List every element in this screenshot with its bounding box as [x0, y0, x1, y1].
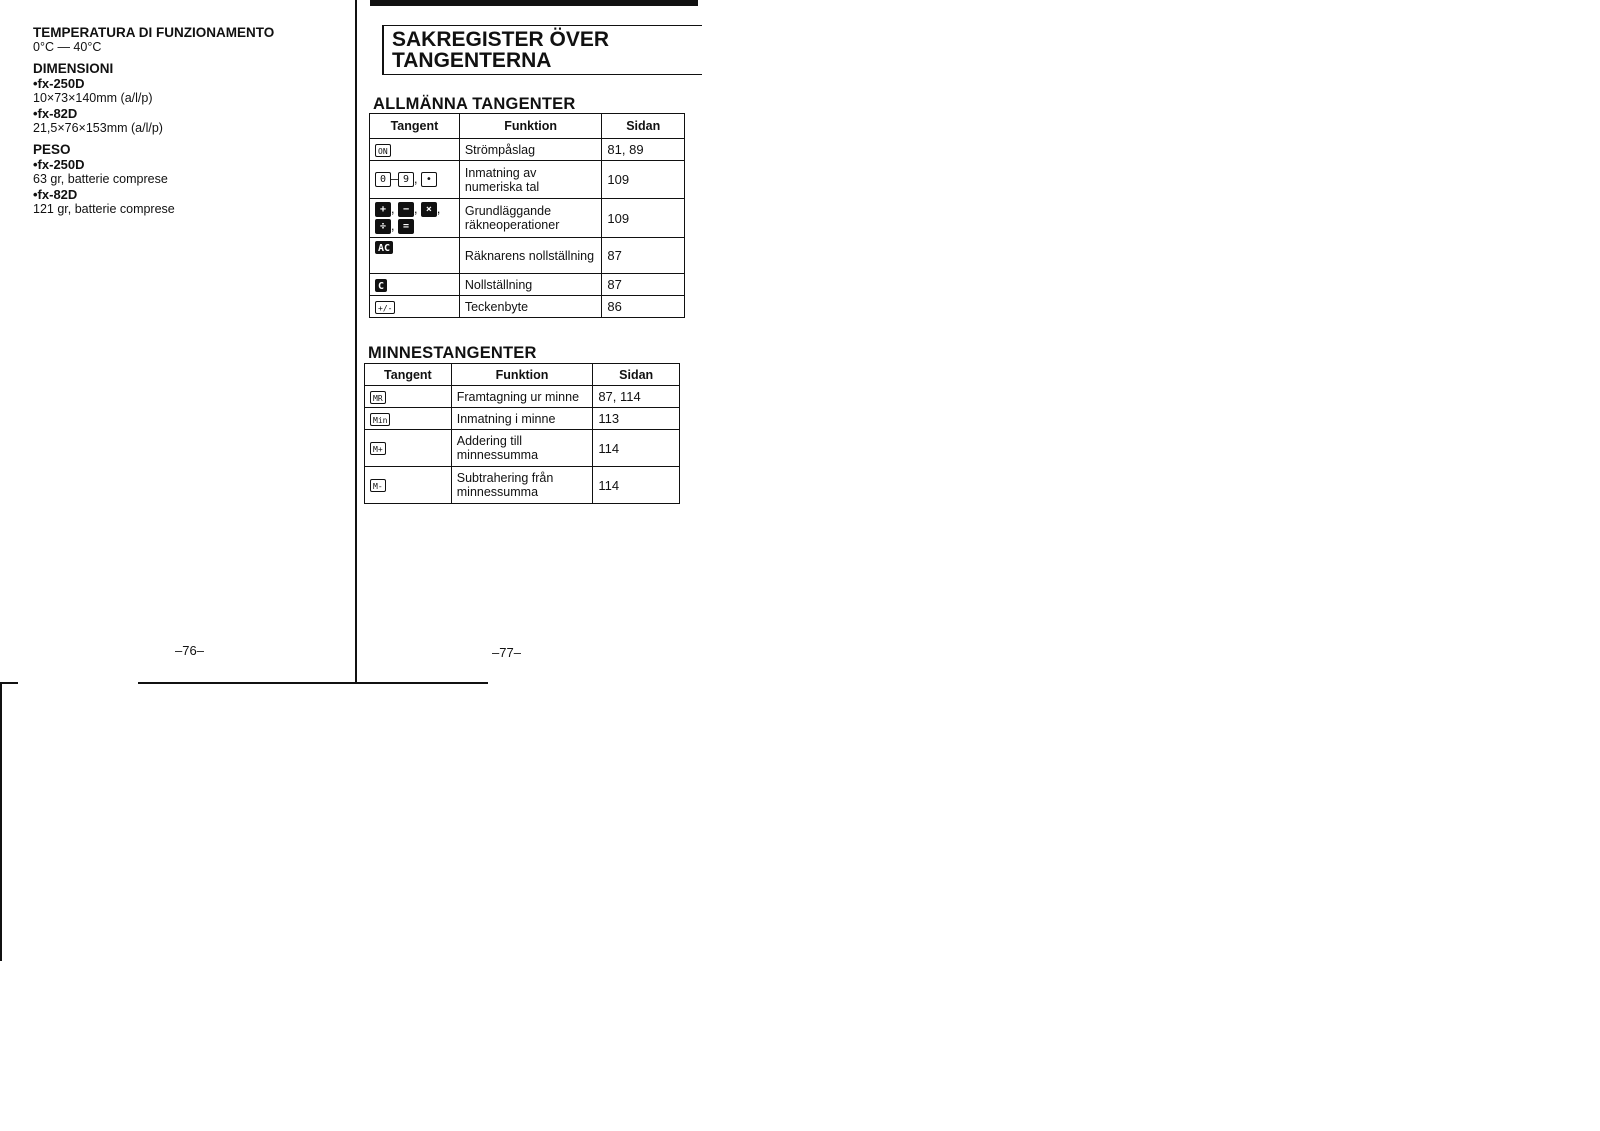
column-header-sidan: Sidan [593, 364, 680, 386]
top-edge-rule [370, 0, 698, 6]
memory-minus-key-icon: M- [370, 479, 386, 492]
table-row [365, 386, 680, 408]
table-row: + , − , × , ÷ , = Grundläggande räkneoperationer 109 [370, 199, 685, 238]
decimal-point-key-icon: • [421, 172, 437, 187]
table-row: 0 – 9 , • Inmatning av numeriska tal 109 [370, 161, 685, 199]
left-page-specs [33, 25, 333, 217]
multiply-key-icon: × [421, 202, 437, 217]
table-row [370, 296, 685, 318]
column-header-tangent: Tangent [365, 364, 452, 386]
table-row [370, 274, 685, 296]
operating-temp-value: 0°C — 40°C [33, 40, 102, 54]
general-keys-table [369, 113, 685, 318]
center-gutter-rule [355, 0, 357, 683]
title-line-1: SAKREGISTER ÖVER [392, 28, 610, 51]
table-row [365, 467, 680, 504]
dimensions-heading: DIMENSIONI [33, 61, 114, 76]
row-page: 114 [593, 467, 680, 504]
right-page-number: –77– [492, 645, 521, 660]
column-header-funktion: Funktion [451, 364, 593, 386]
clear-key-icon: C [375, 279, 387, 292]
digit-nine-key-icon: 9 [398, 172, 414, 187]
dim-model-fx250d: •fx-250D [33, 76, 85, 91]
minus-key-icon: − [398, 202, 414, 217]
left-page-number: –76– [175, 643, 204, 658]
table-row [365, 430, 680, 467]
row-function: Framtagning ur minne [451, 386, 593, 408]
column-header-tangent: Tangent [370, 114, 460, 139]
operating-temp-heading: TEMPERATURA DI FUNZIONAMENTO [33, 25, 275, 40]
row-page: 81, 89 [602, 139, 685, 161]
weight-value-fx82d: 121 gr, batterie comprese [33, 202, 175, 216]
sign-change-key-icon: +/- [375, 301, 395, 314]
memory-recall-key-icon: MR [370, 391, 386, 404]
on-key-icon: ON [375, 144, 391, 157]
title-line-2: TANGENTERNA [392, 49, 552, 72]
weight-value-fx250d: 63 gr, batterie comprese [33, 172, 168, 186]
column-header-sidan: Sidan [602, 114, 685, 139]
row-function: Inmatning av numeriska tal [459, 161, 602, 199]
memory-keys-heading: MINNESTANGENTER [368, 344, 537, 362]
row-page: 109 [602, 161, 685, 199]
memory-keys-table [364, 363, 680, 504]
row-page: 114 [593, 430, 680, 467]
ac-key-icon: AC [375, 241, 393, 254]
memory-in-key-icon: Min [370, 413, 390, 426]
table-row [370, 238, 685, 274]
row-function: Nollställning [459, 274, 602, 296]
table-row [365, 408, 680, 430]
row-function: Inmatning i minne [451, 408, 593, 430]
row-function: Räknarens nollställning [459, 238, 602, 274]
bottom-left-rule [0, 682, 18, 684]
page-title [382, 25, 702, 75]
column-header-funktion: Funktion [459, 114, 602, 139]
row-function: Strömpåslag [459, 139, 602, 161]
weight-heading: PESO [33, 142, 71, 157]
row-function: Subtrahering från minnessumma [451, 467, 593, 504]
row-page: 87, 114 [593, 386, 680, 408]
plus-key-icon: + [375, 202, 391, 217]
row-page: 113 [593, 408, 680, 430]
general-keys-heading: ALLMÄNNA TANGENTER [373, 95, 576, 113]
dim-model-fx82d: •fx-82D [33, 106, 78, 121]
dim-value-fx82d: 21,5×76×153mm (a/l/p) [33, 121, 163, 135]
row-page: 87 [602, 274, 685, 296]
row-page: 87 [602, 238, 685, 274]
weight-model-fx82d: •fx-82D [33, 187, 78, 202]
dim-value-fx250d: 10×73×140mm (a/l/p) [33, 91, 153, 105]
divide-key-icon: ÷ [375, 219, 391, 234]
row-function: Teckenbyte [459, 296, 602, 318]
bottom-rule [138, 682, 488, 684]
row-function: Grundläggande räkneoperationer [459, 199, 602, 238]
row-page: 86 [602, 296, 685, 318]
equals-key-icon: = [398, 219, 414, 234]
table-row [370, 139, 685, 161]
row-page: 109 [602, 199, 685, 238]
memory-plus-key-icon: M+ [370, 442, 386, 455]
left-edge-rule [0, 683, 2, 961]
row-function: Addering till minnessumma [451, 430, 593, 467]
weight-model-fx250d: •fx-250D [33, 157, 85, 172]
digit-zero-key-icon: 0 [375, 172, 391, 187]
